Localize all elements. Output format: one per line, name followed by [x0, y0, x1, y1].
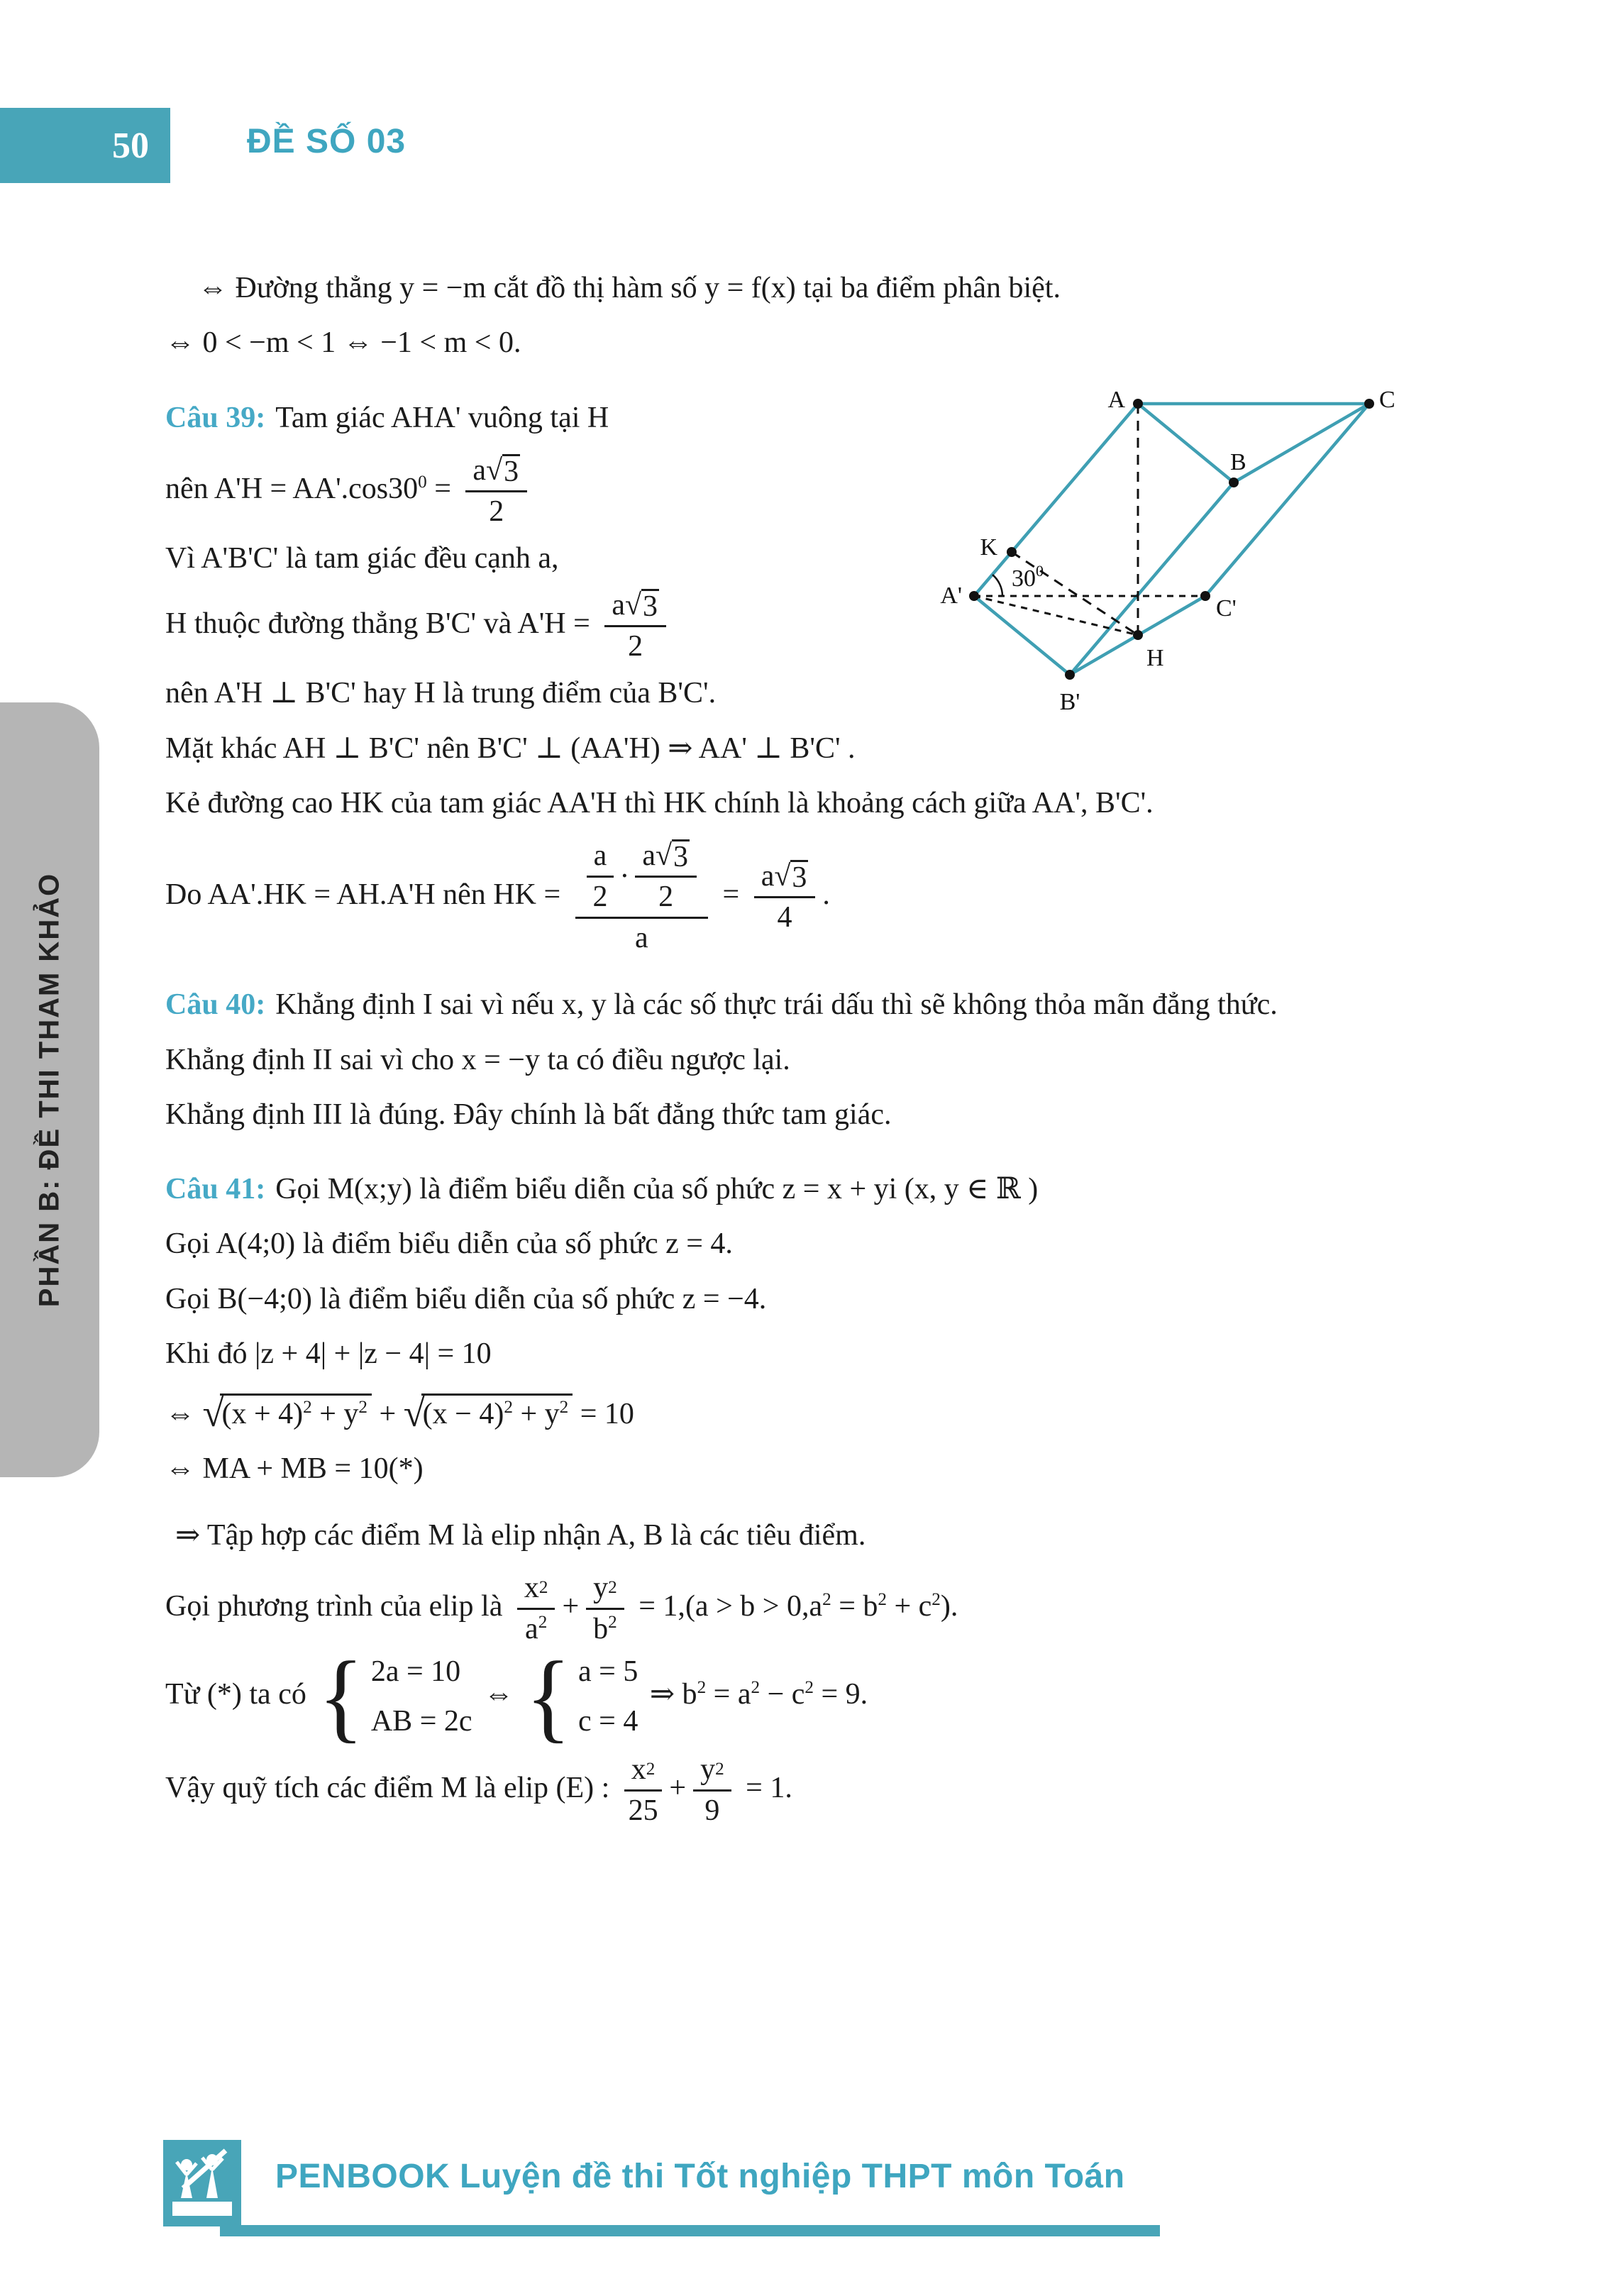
question-41-intro: Gọi M(x;y) là điểm biểu diễn của số phức z = x + yi (x, y ∈ ℝ ) [275, 1173, 1039, 1206]
radicand: 3 [643, 590, 658, 624]
formula-text: x [524, 1571, 539, 1604]
solution-line: Khi đó |z + 4| + |z − 4| = 10 [165, 1337, 492, 1370]
vertex-dot-A [1133, 399, 1143, 409]
solution-line: Mặt khác AH ⊥ B'C' nên B'C' ⊥ (AA'H) ⇒ AA' ⊥ B'C' . [165, 732, 856, 765]
system-of-equations [318, 1640, 472, 1753]
fraction-numerator [575, 839, 708, 919]
question-40-label: Câu 40: [165, 988, 266, 1022]
superscript: 2 [931, 1590, 941, 1610]
page-number: 50 [112, 125, 149, 166]
superscript: 2 [358, 1398, 368, 1418]
fraction-numerator [604, 589, 666, 627]
formula-text: = 10 [573, 1398, 634, 1431]
angle-arc-30 [993, 575, 1002, 596]
fraction-numerator: y 2 [586, 1572, 624, 1610]
vertex-label-C2: C' [1216, 595, 1237, 622]
formula-text: x [631, 1753, 646, 1786]
formula-text: a√ [472, 453, 503, 487]
edge-CC2 [1205, 404, 1369, 596]
footer-brand-text: PENBOOK Luyện đề thi Tốt nghiệp THPT môn Toán [275, 2158, 1125, 2195]
question-40-intro: Khẳng định I sai vì nếu x, y là các số thực trái dấu thì sẽ không thỏa mãn đẳng thức. [275, 988, 1278, 1022]
footer-rule [220, 2225, 1160, 2236]
formula-text: = [715, 878, 747, 912]
radicand: 3 [673, 841, 689, 874]
fraction-numerator [587, 839, 614, 878]
formula-text: = 9. [814, 1677, 868, 1711]
solution-line: nên A'H ⊥ B'C' hay H là trung điểm của B'C'. [165, 677, 717, 710]
fraction [587, 839, 614, 914]
formula-text: + [669, 1771, 687, 1804]
fraction-numerator [465, 454, 527, 492]
question-41-heading [165, 1162, 1499, 1217]
sidebar-section-label: PHẦN B: ĐỀ THI THAM KHẢO [33, 872, 65, 1308]
superscript: 2 [804, 1677, 814, 1697]
vertex-label-B2: B' [1059, 689, 1080, 715]
question-41-label: Câu 41: [165, 1173, 266, 1206]
fraction-denominator: a [635, 922, 648, 955]
formula-text: + y [311, 1398, 359, 1431]
fraction [635, 839, 697, 914]
superscript: 2 [751, 1677, 761, 1697]
vertex-dot-B [1229, 478, 1239, 487]
solution-line-formula [165, 1569, 1499, 1649]
angle-value: 30 [1012, 565, 1036, 592]
page-number-box [0, 108, 170, 183]
radicand-group [220, 1393, 372, 1430]
logo-base [172, 2202, 232, 2216]
formula-text: (a > b > 0,a [685, 1590, 823, 1623]
formula-text: + y [512, 1398, 560, 1431]
solution-line: Gọi B(−4;0) là điểm biểu diễn của số phức z = −4. [165, 1282, 767, 1315]
edge-BC [1234, 404, 1369, 482]
solution-line-formula [165, 837, 1499, 958]
solution-line-formula [165, 1387, 1499, 1442]
radical-sign: √ [403, 1391, 425, 1435]
formula-text: = [426, 473, 459, 505]
formula-text: y [700, 1753, 716, 1786]
superscript: 2 [878, 1590, 887, 1610]
formula-text: (x + 4) [221, 1398, 304, 1431]
formula-text: a√ [642, 839, 673, 873]
radicand: 3 [792, 861, 807, 895]
fraction-denominator: 25 [628, 1794, 658, 1827]
nested-fraction [575, 839, 708, 955]
formula-text: + c [886, 1590, 932, 1623]
fraction-denominator [593, 1610, 617, 1646]
radicand: 3 [504, 455, 519, 488]
fraction-numerator: x 2 [624, 1753, 663, 1792]
sidebar-section-tab [0, 702, 99, 1477]
formula-text: ⇔ [165, 1398, 203, 1431]
fraction-numerator [635, 839, 697, 878]
vertex-dot-B2 [1065, 670, 1075, 680]
edge-AB [1138, 404, 1234, 482]
fraction-numerator: x 2 [517, 1572, 555, 1610]
superscript: 0 [418, 473, 427, 492]
formula-text: Vậy quỹ tích các điểm M là elip (E) : [165, 1771, 617, 1804]
vertex-label-K: K [980, 534, 997, 561]
formula-text: . [822, 878, 830, 912]
formula-text: = b [831, 1590, 878, 1623]
fraction [754, 860, 816, 934]
solution-line: ⇔ Đường thẳng y = −m cắt đồ thị hàm số y = f(x) tại ba điểm phân biệt. [198, 272, 1061, 304]
vertex-label-C: C [1379, 387, 1395, 413]
solution-line-formula [165, 1750, 1499, 1831]
formula-text: nên A'H = AA'.cos30 [165, 473, 419, 505]
formula-text: − c [760, 1677, 805, 1711]
formula-text: a [525, 1612, 538, 1645]
formula-text: a [593, 839, 607, 873]
fraction-denominator: 9 [704, 1794, 720, 1827]
vertex-label-A2: A' [940, 583, 962, 609]
edge-AA2 [974, 404, 1138, 596]
formula-text: = 1. [738, 1771, 792, 1804]
formula-text: ). [940, 1590, 958, 1623]
question-40-heading [165, 978, 1499, 1032]
left-brace: { [318, 1640, 364, 1753]
fraction [586, 1572, 624, 1646]
fraction-denominator: 2 [592, 881, 608, 914]
solution-line-formula [165, 1640, 1499, 1753]
dashed-KH [1012, 552, 1138, 635]
formula-text: + [562, 1590, 580, 1623]
formula-text: Từ (*) ta có [165, 1677, 314, 1711]
vertex-dot-K [1007, 547, 1017, 557]
superscript: 2 [504, 1398, 513, 1418]
equation-row: c = 4 [578, 1705, 638, 1738]
formula-text: ⇒ b [642, 1677, 697, 1711]
formula-text: = a [706, 1677, 751, 1711]
solution-line: Gọi A(4;0) là điểm biểu diễn của số phức z = 4. [165, 1227, 733, 1261]
vertex-label-H: H [1146, 645, 1164, 671]
system-of-equations [525, 1640, 638, 1753]
angle-degree-sup: 0 [1036, 562, 1044, 580]
fraction [604, 589, 666, 663]
prism-diagram [929, 363, 1426, 732]
fraction-denominator: 2 [628, 630, 643, 663]
formula-text: a√ [761, 860, 791, 893]
formula-text: b [593, 1612, 609, 1645]
multiplication-dot: · [619, 860, 630, 893]
formula-text: = 1, [631, 1590, 685, 1623]
formula-text: Gọi phương trình của elip là [165, 1590, 510, 1623]
solution-line: ⇔ 0 < −m < 1 ⇔ −1 < m < 0. [165, 326, 521, 360]
fraction [624, 1753, 663, 1828]
radicand-group [421, 1393, 573, 1430]
system-rows [371, 1655, 472, 1739]
superscript: 2 [608, 1612, 617, 1632]
fraction-denominator: 2 [489, 495, 504, 528]
system-rows [578, 1655, 638, 1739]
left-brace: { [525, 1640, 572, 1753]
vertex-dot-H [1133, 630, 1143, 640]
superscript: 2 [303, 1398, 312, 1418]
fraction-denominator: 4 [777, 901, 792, 934]
vertex-dot-A2 [969, 591, 979, 601]
formula-text: a√ [612, 589, 642, 622]
vertex-dot-C2 [1200, 591, 1210, 601]
fraction [517, 1572, 555, 1646]
vertex-label-A: A [1107, 387, 1125, 413]
question-39-intro: Tam giác AHA' vuông tại H [275, 401, 609, 434]
page-title: ĐỀ SỐ 03 [247, 123, 407, 160]
superscript: 2 [697, 1677, 707, 1697]
equation-row: 2a = 10 [370, 1655, 461, 1688]
solution-line: Kẻ đường cao HK của tam giác AA'H thì HK chính là khoảng cách giữa AA', B'C'. [165, 786, 1154, 819]
vertex-label-B: B [1230, 449, 1246, 475]
fraction-denominator: 2 [658, 881, 674, 914]
fraction [693, 1753, 731, 1828]
formula-text: y [593, 1571, 609, 1604]
superscript: 2 [559, 1398, 569, 1418]
solution-line: Khẳng định III là đúng. Đây chính là bất đẳng thức tam giác. [165, 1098, 892, 1131]
equation-row: AB = 2c [370, 1705, 472, 1738]
solution-line: ⇒ Tập hợp các điểm M là elip nhận A, B là các tiêu điểm. [175, 1518, 866, 1552]
angle-label [1012, 562, 1044, 592]
formula-text: Do AA'.HK = AH.A'H nên HK = [165, 878, 568, 912]
solution-line: Khẳng định II sai vì cho x = −y ta có điều ngược lại. [165, 1043, 790, 1076]
formula-text: H thuộc đường thẳng B'C' và A'H = [165, 607, 598, 641]
fraction-numerator: y 2 [693, 1753, 731, 1792]
vertex-dot-C [1364, 399, 1374, 409]
formula-text: (x − 4) [422, 1398, 504, 1431]
formula-text: + [372, 1398, 404, 1431]
solution-line: ⇔ MA + MB = 10(*) [165, 1452, 424, 1486]
formula-text: ⇔ [476, 1677, 521, 1711]
fraction [465, 454, 527, 529]
penbook-logo-icon [163, 2140, 241, 2226]
solution-line: Vì A'B'C' là tam giác đều cạnh a, [165, 541, 559, 575]
superscript: 2 [538, 1612, 548, 1632]
equation-row: a = 5 [578, 1655, 638, 1688]
question-39-label: Câu 39: [165, 401, 266, 434]
fraction-numerator [754, 860, 816, 898]
radical-sign: √ [202, 1391, 224, 1435]
superscript: 2 [822, 1590, 831, 1610]
